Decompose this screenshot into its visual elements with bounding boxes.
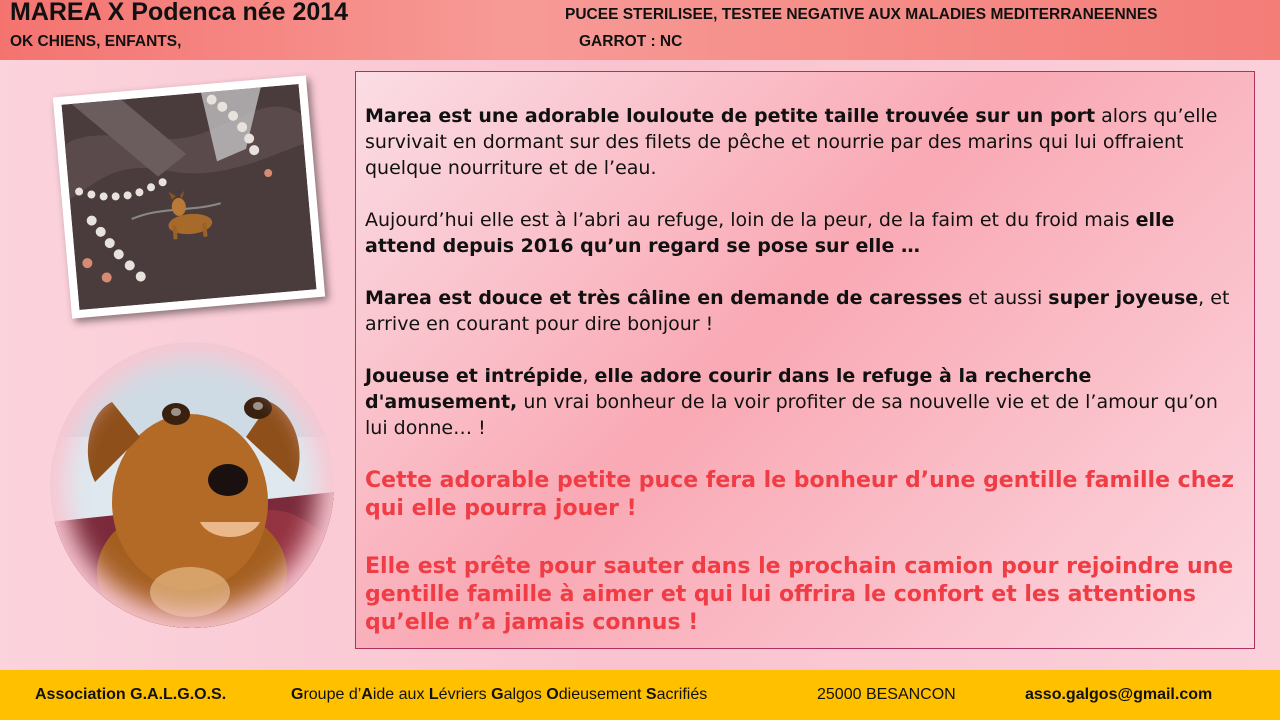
paragraph-waiting	[365, 207, 1240, 259]
found-text: alors qu’elle survivait en dormant sur des filets de pêche et nourrie par des marins qui lui offraient quelque nourriture et de l’eau.	[365, 105, 1218, 179]
dog-photo-nets	[53, 75, 325, 318]
compatibility-text: OK CHIENS, ENFANTS,	[10, 33, 182, 50]
dog-title: MAREA X Podenca née 2014	[10, 0, 349, 26]
acronym-word: évriers	[438, 686, 492, 703]
acronym-initial: G	[291, 686, 304, 703]
playful-end-text: un vrai bonheur de la voir profiter de sa nouvelle vie et de l’amour qu’on lui donne… !	[365, 391, 1218, 439]
paragraph-ready: Elle est prête pour sauter dans le prochain camion pour rejoindre une gentille famille à aimer et qui lui offrira le confort et les attentions qu’elle n’a jamais connus !	[365, 554, 1234, 635]
association-name: Association G.A.L.G.O.S.	[35, 686, 227, 703]
playful-comma: ,	[582, 365, 595, 387]
waiting-bold-text: elle attend depuis 2016 qu’un regard se pose sur elle …	[365, 209, 1175, 257]
paragraph-found	[365, 103, 1240, 181]
city-text: 25000 BESANCON	[817, 686, 956, 703]
paragraph-happiness: Cette adorable petite puce fera le bonheur d’une gentille famille chez qui elle pourra jouer !	[365, 468, 1235, 521]
acronym-word: dieusement	[558, 686, 646, 703]
running-bold-text: elle adore courir dans le refuge à la recherche d'amusement,	[365, 365, 1092, 413]
portrait-soft-edge	[50, 342, 334, 628]
description-box	[355, 71, 1255, 649]
email-link[interactable]: asso.galgos@gmail.com	[1025, 686, 1213, 703]
acronym-initial: S	[645, 686, 657, 703]
paragraph-playful	[365, 363, 1240, 441]
paragraph-temperament	[365, 285, 1240, 337]
temperament-end-text: , et arrive en courant pour dire bonjour !	[365, 287, 1230, 335]
acronym-initial: G	[491, 686, 504, 703]
acronym-word: ide aux	[372, 686, 429, 703]
acronym-initial: L	[428, 686, 439, 703]
acronym-initial: A	[361, 686, 373, 703]
acronym-word: acrifiés	[656, 686, 708, 703]
dog-portrait-photo	[50, 342, 334, 628]
found-bold-text: Marea est une adorable louloute de petite taille trouvée sur un port	[365, 105, 1096, 127]
garrot-text: GARROT : NC	[579, 33, 683, 50]
playful-bold-text: Joueuse et intrépide	[365, 365, 583, 387]
health-status-text: PUCEE STERILISEE, TESTEE NEGATIVE AUX MALADIES MEDITERRANEENNES	[565, 6, 1158, 23]
joyful-bold-text: super joyeuse	[1048, 287, 1199, 309]
acronym-word: algos	[503, 686, 547, 703]
dog-on-nets-image	[61, 84, 316, 310]
temperament-bold-text: Marea est douce et très câline en demande de caresses	[365, 287, 963, 309]
acronym-word: roupe d’	[303, 686, 362, 703]
footer-banner	[0, 670, 1280, 720]
header-banner	[0, 0, 1280, 60]
association-full-name	[291, 686, 707, 704]
acronym-initial: O	[546, 686, 559, 703]
waiting-text: Aujourd’hui elle est à l’abri au refuge, loin de la peur, de la faim et du froid mais	[365, 209, 1136, 231]
temperament-mid-text: et aussi	[962, 287, 1049, 309]
